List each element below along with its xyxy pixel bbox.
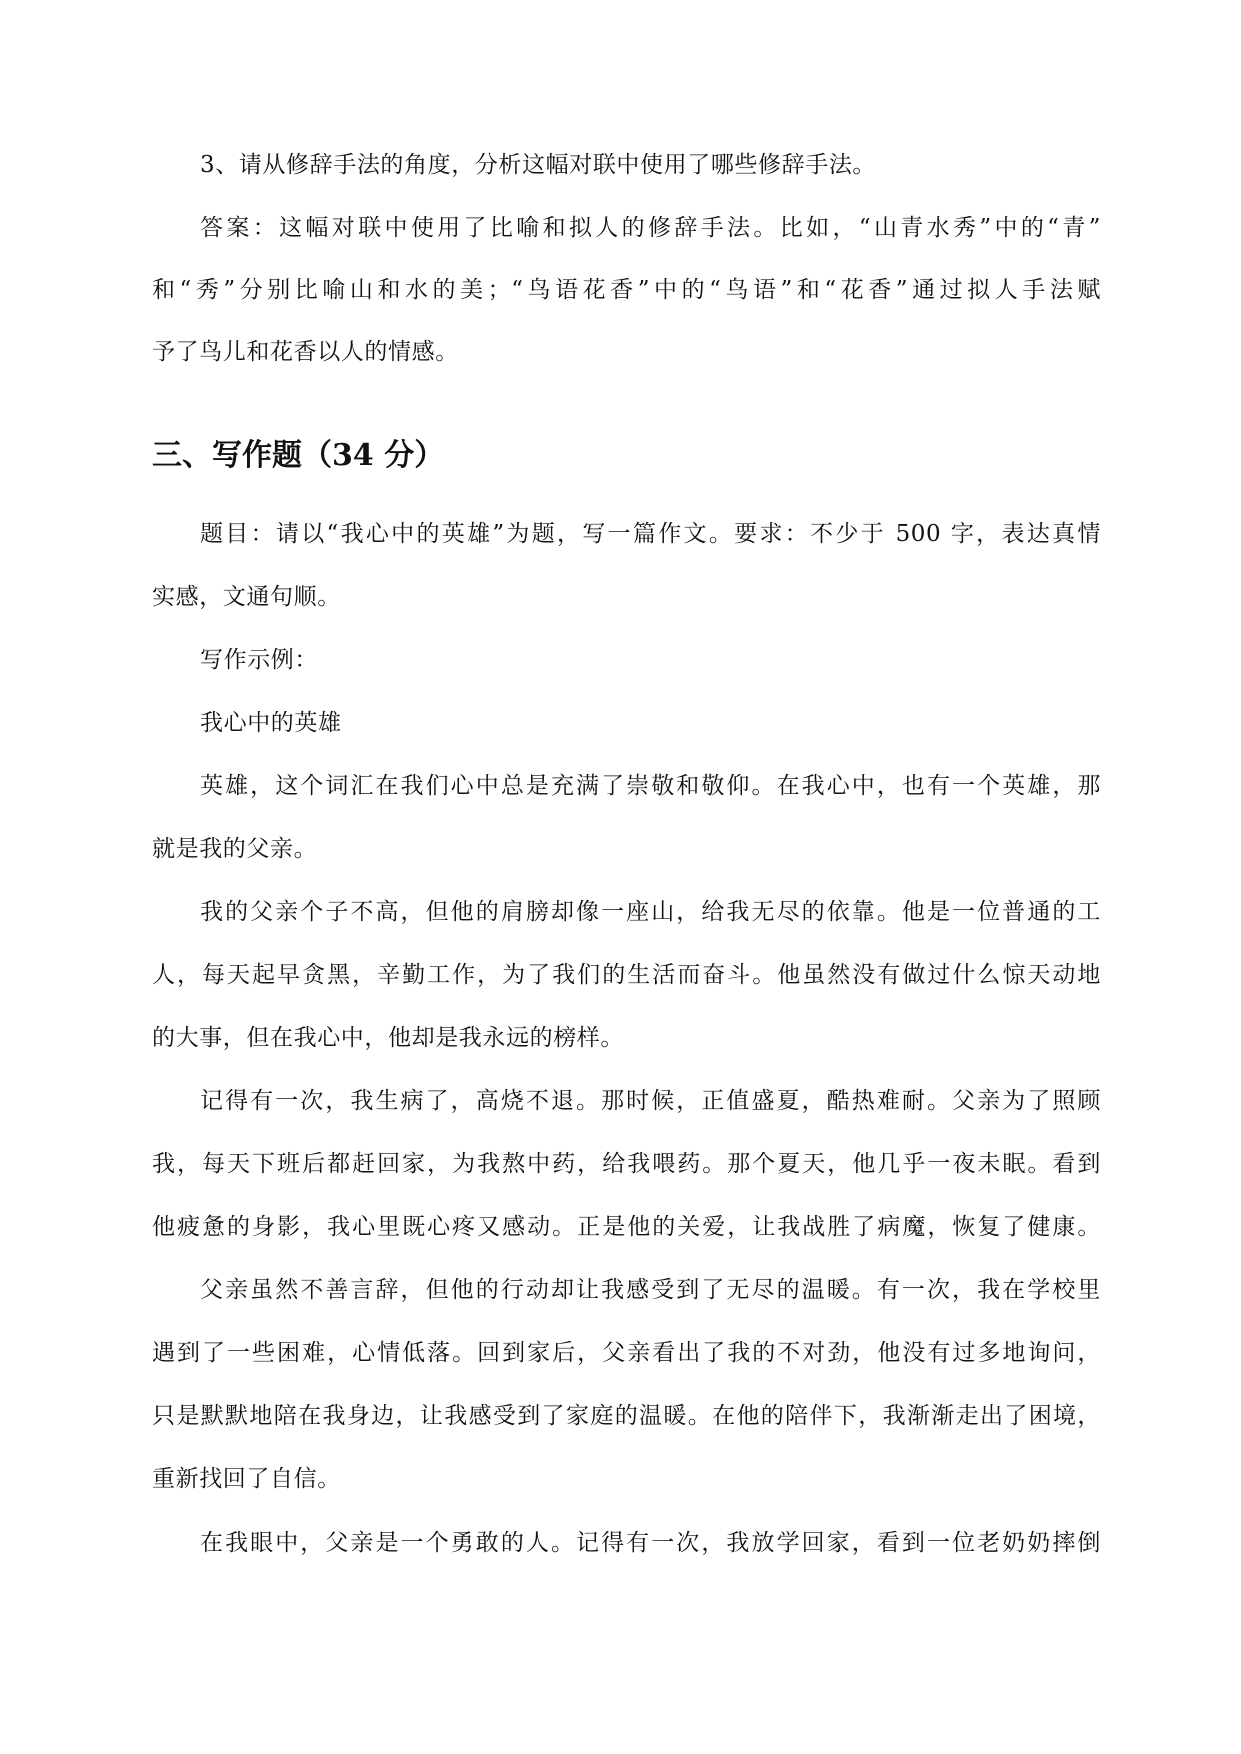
- question-3-answer-line-2: 和“秀”分别比喻山和水的美；“鸟语花香”中的“鸟语”和“花香”通过拟人手法赋: [152, 277, 1101, 303]
- essay-paragraph-4-line-4: 重新找回了自信。: [152, 1466, 341, 1492]
- writing-task-line-2: 实感，文通句顺。: [152, 584, 341, 610]
- essay-paragraph-4-line-1: 父亲虽然不善言辞，但他的行动却让我感受到了无尽的温暖。有一次，我在学校里: [200, 1277, 1101, 1303]
- section-heading: 三、写作题（34 分）: [152, 438, 445, 473]
- question-3-prompt: 3、请从修辞手法的角度，分析这幅对联中使用了哪些修辞手法。: [200, 152, 877, 178]
- example-label: 写作示例：: [200, 647, 318, 673]
- question-3-answer-line-3: 予了鸟儿和花香以人的情感。: [152, 339, 459, 365]
- question-3-answer-line-1: 答案：这幅对联中使用了比喻和拟人的修辞手法。比如，“山青水秀”中的“青”: [200, 215, 1101, 241]
- essay-paragraph-1-line-2: 就是我的父亲。: [152, 836, 318, 862]
- essay-paragraph-2-line-1: 我的父亲个子不高，但他的肩膀却像一座山，给我无尽的依靠。他是一位普通的工: [200, 899, 1101, 925]
- essay-paragraph-3-line-1: 记得有一次，我生病了，高烧不退。那时候，正值盛夏，酷热难耐。父亲为了照顾: [200, 1088, 1101, 1114]
- essay-paragraph-4-line-3: 只是默默地陪在我身边，让我感受到了家庭的温暖。在他的陪伴下，我渐渐走出了困境，: [152, 1403, 1101, 1429]
- essay-paragraph-3-line-3: 他疲惫的身影，我心里既心疼又感动。正是他的关爱，让我战胜了病魔，恢复了健康。: [152, 1214, 1101, 1240]
- essay-paragraph-2-line-3: 的大事，但在我心中，他却是我永远的榜样。: [152, 1025, 624, 1051]
- essay-paragraph-2-line-2: 人，每天起早贪黑，辛勤工作，为了我们的生活而奋斗。他虽然没有做过什么惊天动地: [152, 962, 1101, 988]
- essay-title: 我心中的英雄: [200, 710, 342, 736]
- essay-paragraph-4-line-2: 遇到了一些困难，心情低落。回到家后，父亲看出了我的不对劲，他没有过多地询问，: [152, 1340, 1101, 1366]
- essay-paragraph-5-line-1: 在我眼中，父亲是一个勇敢的人。记得有一次，我放学回家，看到一位老奶奶摔倒: [200, 1530, 1101, 1556]
- essay-paragraph-1-line-1: 英雄，这个词汇在我们心中总是充满了崇敬和敬仰。在我心中，也有一个英雄，那: [200, 773, 1101, 799]
- writing-task-line-1: 题目：请以“我心中的英雄”为题，写一篇作文。要求：不少于 500 字，表达真情: [200, 521, 1101, 547]
- essay-paragraph-3-line-2: 我，每天下班后都赶回家，为我熬中药，给我喂药。那个夏天，他几乎一夜未眠。看到: [152, 1151, 1101, 1177]
